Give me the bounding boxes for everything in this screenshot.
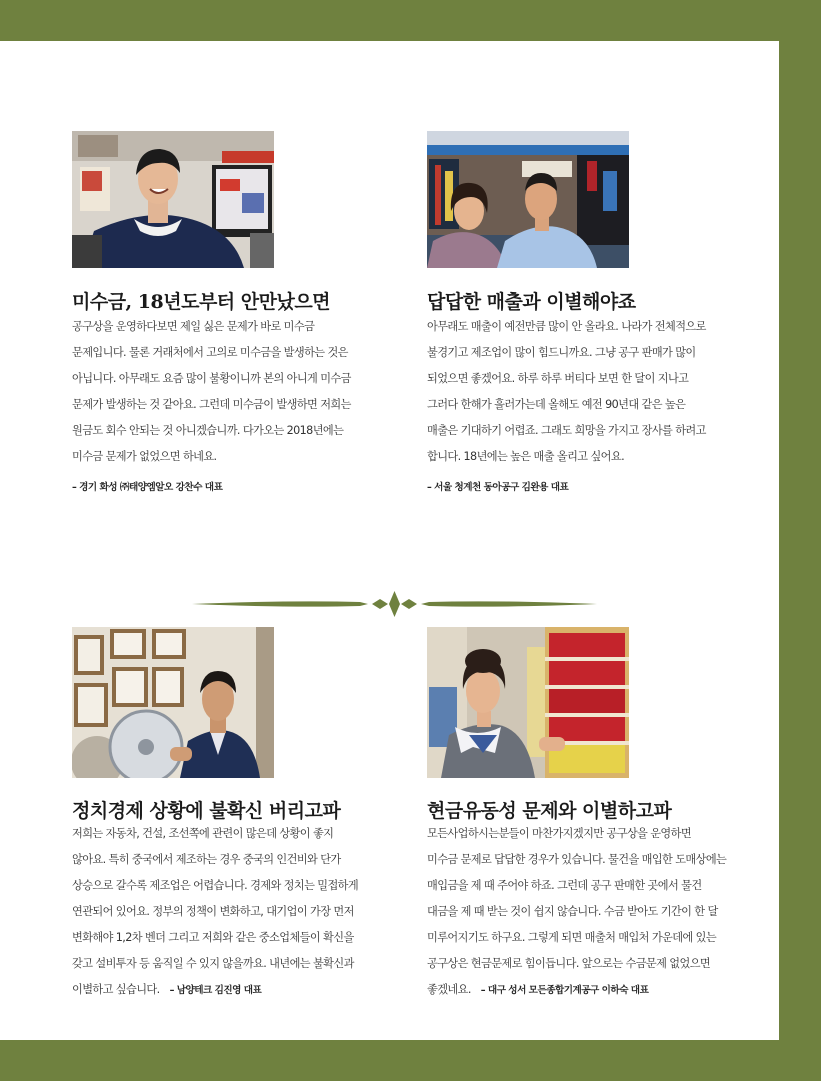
body-line: 문제가 발생하는 것 같아요. 그런데 미수금이 발생하면 저희는 — [72, 398, 351, 411]
body-line — [72, 977, 358, 1004]
body-line-text: 이별하고 싶습니다. — [72, 983, 160, 996]
photo-4 — [427, 627, 629, 778]
body-line — [427, 977, 726, 1004]
body-line: 매출은 기대하기 어렵죠. 그래도 희망을 가지고 장사를 하려고 — [427, 424, 706, 437]
portrait-image — [72, 627, 274, 778]
article-title-2: 답답한 매출과 이별해야죠 — [427, 291, 636, 313]
body-line: 아무래도 매출이 예전만큼 많이 안 올라요. 나라가 전체적으로 — [427, 320, 706, 333]
photo-1 — [72, 131, 274, 268]
body-line: 연관되어 있어요. 정부의 정책이 변화하고, 대기업이 가장 먼저 — [72, 905, 354, 918]
article-body-4 — [427, 821, 726, 1004]
body-line: 아닙니다. 아무래도 요즘 많이 불황이니까 본의 아니게 미수금 — [72, 372, 351, 385]
body-line: 되었으면 좋겠어요. 하루 하루 버티다 보면 한 달이 지나고 — [427, 372, 689, 385]
article-signature-1: – 경기 화성 ㈜태양엠알오 강찬수 대표 — [72, 482, 223, 493]
body-line: 대금을 제 때 받는 것이 쉽지 않습니다. 수금 받아도 기간이 한 달 — [427, 905, 718, 918]
article-title-3: 정치경제 상황에 불확신 버리고파 — [72, 800, 341, 822]
article-signature-4: – 대구 성서 모든종합기계공구 이하숙 대표 — [480, 985, 649, 996]
body-line: 그러다 한해가 흘러가는데 올해도 예전 90년대 같은 높은 — [427, 398, 686, 411]
body-line: 상승으로 갈수록 제조업은 어렵습니다. 경제와 정치는 밀접하게 — [72, 879, 359, 892]
ornament-divider — [192, 588, 597, 620]
article-body-3 — [72, 821, 358, 1004]
body-line: 문제입니다. 물론 거래처에서 고의로 미수금을 발생하는 것은 — [72, 346, 348, 359]
body-line: 모든사업하시는분들이 마찬가지겠지만 공구상을 운영하면 — [427, 827, 692, 840]
body-line: 원금도 회수 안되는 것 아니겠습니까. 다가오는 2018년에는 — [72, 424, 344, 437]
page — [0, 41, 779, 1040]
body-line: 공구상을 운영하다보면 제일 싫은 문제가 바로 미수금 — [72, 320, 315, 333]
body-line: 공구상은 현금문제로 힘이듭니다. 앞으로는 수금문제 없었으면 — [427, 957, 711, 970]
photo-3 — [72, 627, 274, 778]
article-signature-3: – 남양테크 김진영 대표 — [169, 985, 262, 996]
article-body-2 — [427, 314, 706, 470]
article-title-4: 현금유동성 문제와 이별하고파 — [427, 800, 672, 822]
portrait-image — [427, 627, 629, 778]
body-line: 불경기고 제조업이 많이 힘드니까요. 그냥 공구 판매가 많이 — [427, 346, 696, 359]
body-line: 합니다. 18년에는 높은 매출 올리고 싶어요. — [427, 450, 625, 463]
article-body-1 — [72, 314, 351, 470]
portrait-image — [427, 131, 629, 268]
body-line: 않아요. 특히 중국에서 제조하는 경우 중국의 인건비와 단가 — [72, 853, 341, 866]
portrait-image — [72, 131, 274, 268]
body-line: 저희는 자동차, 건설, 조선쪽에 관련이 많은데 상황이 좋지 — [72, 827, 334, 840]
article-signature-2: – 서울 청계천 동아공구 김완용 대표 — [427, 482, 569, 493]
article-title-1: 미수금, 18년도부터 안만났으면 — [72, 291, 331, 313]
body-line: 미수금 문제로 답답한 경우가 있습니다. 물건을 매입한 도매상에는 — [427, 853, 727, 866]
body-line: 미수금 문제가 없었으면 하네요. — [72, 450, 217, 463]
body-line-text: 좋겠네요. — [427, 983, 471, 996]
body-line: 갖고 설비투자 등 움직일 수 있지 않을까요. 내년에는 불확신과 — [72, 957, 354, 970]
body-line: 변화해야 1,2차 벤더 그리고 저희와 같은 중소업체들이 확신을 — [72, 931, 354, 944]
photo-2 — [427, 131, 629, 268]
body-line: 미루어지기도 하구요. 그렇게 되면 매출처 매입처 가운데에 있는 — [427, 931, 717, 944]
body-line: 매입금을 제 때 주어야 하죠. 그런데 공구 판매한 곳에서 물건 — [427, 879, 702, 892]
